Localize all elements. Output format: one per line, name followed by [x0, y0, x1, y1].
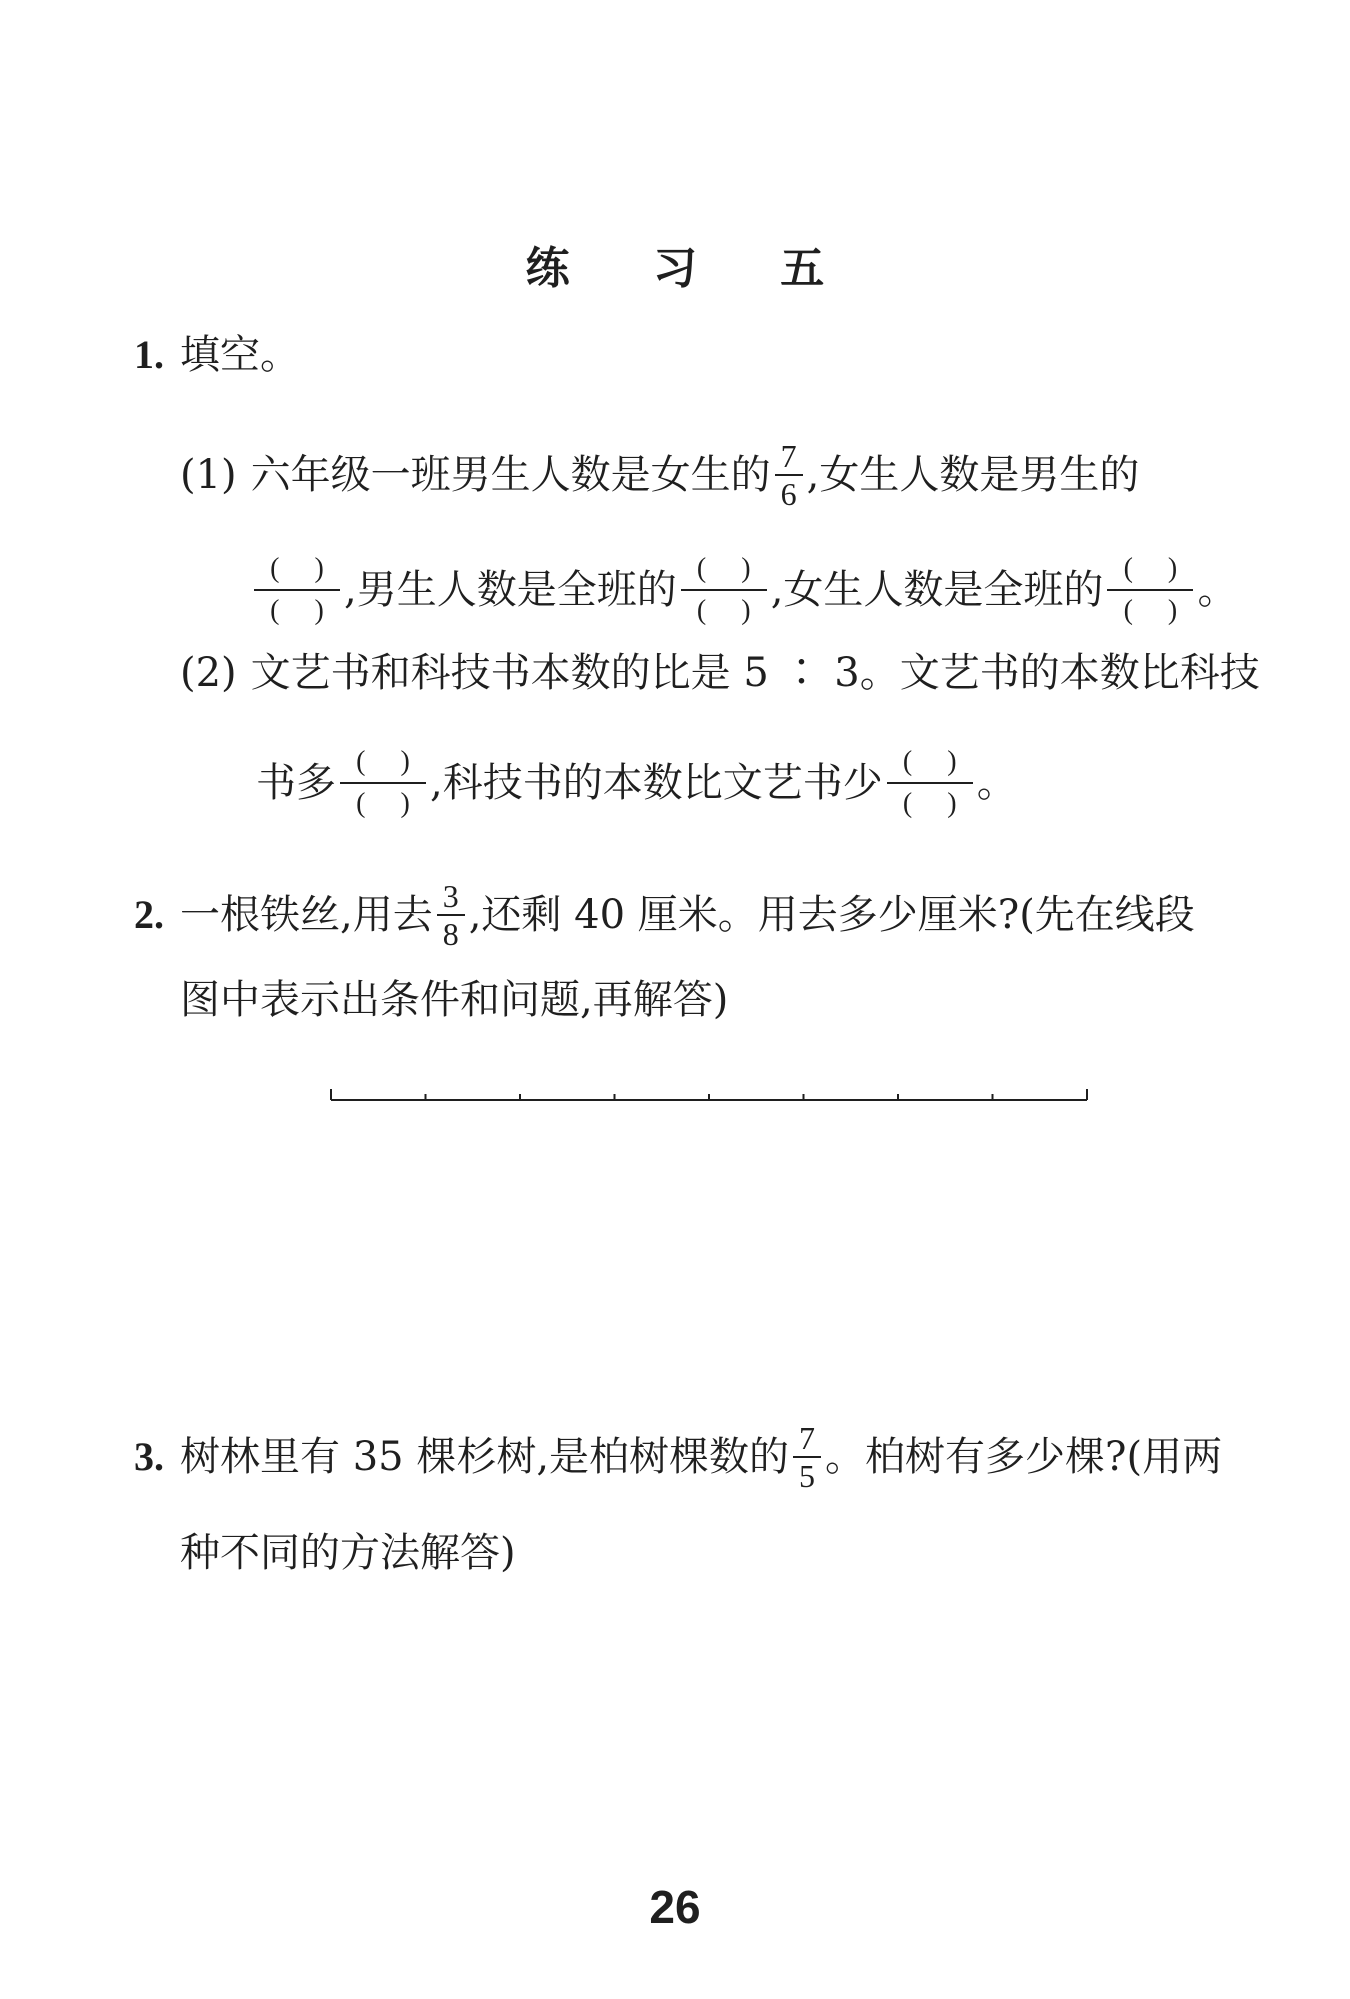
- question-3-text-a: 树林里有 35 棵杉树,是柏树棵数的: [180, 1434, 790, 1480]
- fraction-denominator: 8: [437, 914, 465, 952]
- question-3-text-b: 。柏树有多少棵?(用两: [825, 1434, 1223, 1480]
- question-1-part-1-line-2: [250, 540, 1237, 640]
- question-1-part-1-line-1: [180, 425, 1139, 525]
- blank-denominator: ( ): [340, 782, 426, 824]
- question-2-text-a: 一根铁丝,用去: [180, 892, 433, 938]
- question-3-line-2: [180, 1523, 516, 1583]
- part-2-text-b: 书多: [256, 760, 336, 806]
- fraction-denominator: 5: [793, 1456, 821, 1494]
- fraction-7-6: [775, 438, 803, 512]
- line-segment-diagram[interactable]: [330, 1087, 1088, 1101]
- page-title: 练 习 五: [525, 243, 859, 294]
- part-1-label: (1): [180, 452, 237, 498]
- question-2-number: 2.: [134, 892, 164, 937]
- part-1-text-a: 六年级一班男生人数是女生的: [250, 452, 771, 498]
- part-1-text-b: ,女生人数是男生的: [806, 452, 1140, 498]
- fraction-numerator: 3: [442, 878, 459, 914]
- answer-blank-3[interactable]: [1107, 549, 1193, 631]
- answer-blank-2[interactable]: [681, 549, 767, 631]
- part-1-text-c: ,男生人数是全班的: [344, 567, 677, 613]
- question-2-line-2: [180, 970, 728, 1030]
- blank-denominator: ( ): [1107, 589, 1193, 631]
- blank-denominator: ( ): [887, 782, 973, 824]
- question-3-text-c: 种不同的方法解答): [180, 1530, 516, 1576]
- blank-numerator: ( ): [356, 746, 424, 777]
- blank-numerator: ( ): [902, 746, 971, 777]
- question-2-text-c: 图中表示出条件和问题,再解答): [180, 977, 729, 1023]
- answer-blank-5[interactable]: [887, 742, 973, 824]
- fraction-numerator: 7: [799, 1420, 816, 1456]
- fraction-denominator: 6: [775, 474, 803, 512]
- part-2-text-d: 。: [976, 760, 1017, 806]
- question-1-number: 1.: [134, 332, 164, 377]
- part-1-text-d: ,女生人数是全班的: [770, 567, 1104, 613]
- answer-blank-1[interactable]: [254, 549, 340, 631]
- question-2-line-1: [134, 865, 1195, 965]
- blank-denominator: ( ): [254, 589, 340, 631]
- blank-numerator: ( ): [1123, 553, 1192, 584]
- answer-blank-4[interactable]: [340, 742, 426, 824]
- fraction-numerator: 7: [780, 438, 797, 474]
- blank-numerator: ( ): [696, 553, 765, 584]
- question-1-part-2-line-1: [180, 643, 1260, 703]
- question-1-text: 填空。: [180, 332, 300, 378]
- fraction-3-8: [437, 878, 465, 952]
- part-1-text-e: 。: [1197, 567, 1238, 613]
- part-2-label: (2): [180, 650, 237, 696]
- question-2-text-b: ,还剩 40 厘米。用去多少厘米?(先在线段: [468, 892, 1195, 938]
- question-3-line-1: [134, 1407, 1222, 1507]
- fraction-7-5: [793, 1420, 821, 1494]
- question-1-part-2-line-2: [256, 733, 1017, 833]
- blank-numerator: ( ): [270, 553, 338, 584]
- part-2-text-a: 文艺书和科技书本数的比是 5 ∶ 3。文艺书的本数比科技: [250, 650, 1260, 696]
- blank-denominator: ( ): [681, 589, 767, 631]
- question-1-stem: [134, 325, 300, 385]
- page-number: 26: [649, 1881, 701, 1933]
- part-2-text-c: ,科技书的本数比文艺书少: [430, 760, 883, 806]
- question-3-number: 3.: [134, 1434, 164, 1479]
